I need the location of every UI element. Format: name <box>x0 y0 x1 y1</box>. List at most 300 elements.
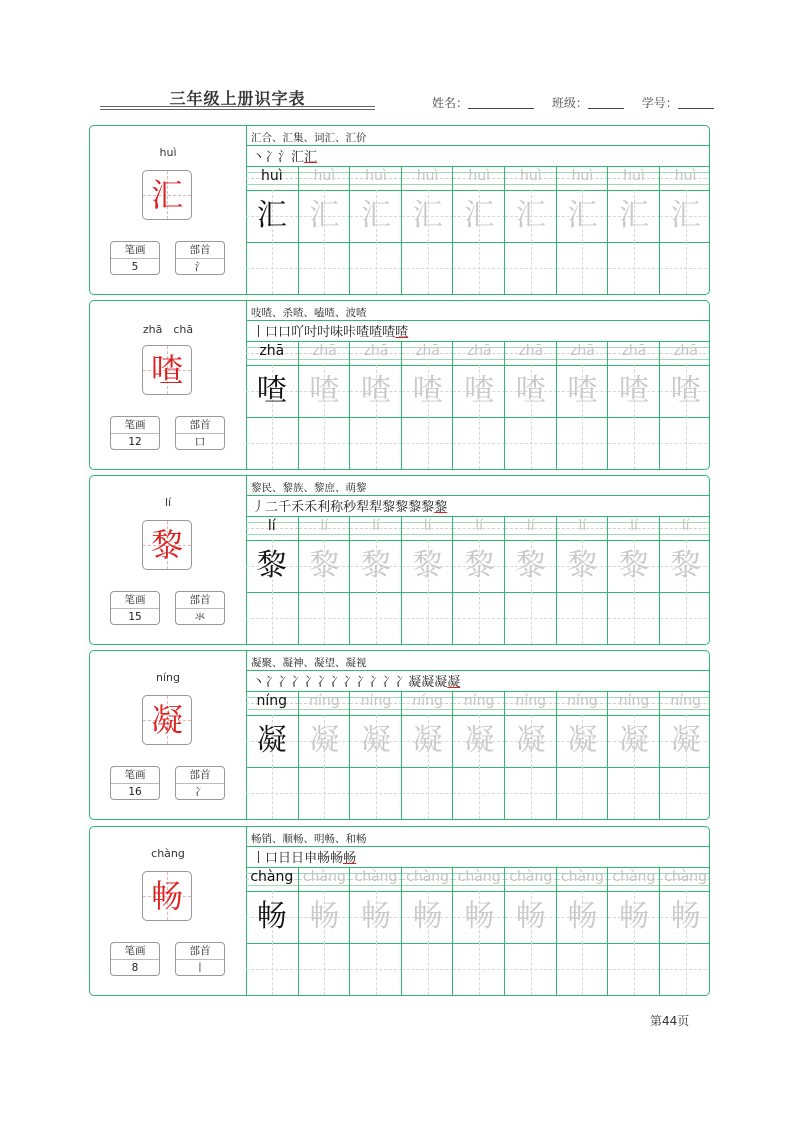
stroke-step: 冫 <box>343 675 357 690</box>
grid-pinyin: chàng <box>560 869 604 885</box>
character: 凝 <box>150 701 183 739</box>
practice-column <box>607 691 660 819</box>
pinyin-cell[interactable] <box>299 516 351 540</box>
writing-cell[interactable] <box>402 767 454 819</box>
stroke-step: 秒 <box>343 500 357 515</box>
character-info-panel <box>90 126 247 294</box>
grid-pinyin: lí <box>475 518 484 534</box>
pinyin-cell[interactable] <box>402 341 454 365</box>
tracing-cell[interactable] <box>660 540 710 593</box>
writing-cell[interactable] <box>660 417 710 469</box>
pinyin-cell[interactable] <box>246 867 298 891</box>
grid-character: 畅 <box>567 899 598 934</box>
title-underline-2 <box>100 109 375 110</box>
tracing-cell[interactable] <box>505 190 557 243</box>
tracing-cell[interactable] <box>660 891 710 944</box>
character-card <box>89 125 710 295</box>
grid-character: 黎 <box>670 548 701 583</box>
grid-pinyin: chàng <box>612 869 656 885</box>
grid-pinyin: zhā <box>311 343 337 359</box>
stroke-step: 口 <box>278 325 292 340</box>
writing-cell[interactable] <box>608 943 660 995</box>
grid-character: 畅 <box>256 899 287 934</box>
tracing-cell[interactable] <box>505 715 557 768</box>
grid-character: 畅 <box>309 899 340 934</box>
grid-pinyin: zhā <box>673 343 698 359</box>
practice-column <box>401 691 454 819</box>
pinyin-cell[interactable] <box>505 341 557 365</box>
grid-pinyin: níng <box>309 693 340 709</box>
grid-character: 凝 <box>256 723 287 758</box>
stroke-step: 冫 <box>291 675 305 690</box>
stroke-step: 汇 <box>304 150 318 165</box>
character-box <box>142 520 192 570</box>
pinyin-cell[interactable] <box>350 516 402 540</box>
grid-pinyin: chàng <box>406 869 450 885</box>
stroke-count-label: 笔画 <box>111 417 159 434</box>
tracing-cell[interactable] <box>350 365 402 418</box>
practice-column <box>246 166 298 294</box>
grid-pinyin: zhā <box>259 343 285 359</box>
character-pinyin: lí <box>164 496 172 509</box>
writing-cell[interactable] <box>505 242 557 294</box>
writing-cell[interactable] <box>608 592 660 644</box>
pinyin-cell[interactable] <box>505 691 557 715</box>
grid-pinyin: níng <box>360 693 392 709</box>
stroke-step: 吖 <box>291 325 305 340</box>
radical-label: 部首 <box>176 767 224 784</box>
tracing-cell[interactable] <box>299 715 351 768</box>
stroke-order <box>252 146 317 165</box>
tracing-cell[interactable] <box>505 891 557 944</box>
practice-column <box>246 341 298 469</box>
character-box <box>142 170 192 220</box>
character: 喳 <box>150 351 183 389</box>
radical-box <box>175 416 225 450</box>
grid-character: 喳 <box>670 373 701 408</box>
pinyin-cell[interactable] <box>660 341 710 365</box>
tracing-cell[interactable] <box>453 715 505 768</box>
stroke-count-label: 笔画 <box>111 242 159 259</box>
practice-grid <box>246 691 709 819</box>
stroke-step: 冫 <box>304 675 318 690</box>
tracing-cell[interactable] <box>299 190 351 243</box>
grid-pinyin: níng <box>567 693 598 709</box>
student-info <box>432 94 714 111</box>
stroke-step: 黎 <box>421 500 435 515</box>
pinyin-cell[interactable] <box>660 867 710 891</box>
character-info-panel <box>90 827 247 995</box>
practice-column <box>607 166 660 294</box>
grid-pinyin: huì <box>365 168 387 184</box>
writing-cell[interactable] <box>299 943 351 995</box>
pinyin-cell[interactable] <box>453 516 505 540</box>
grid-pinyin: lí <box>578 518 587 534</box>
writing-cell[interactable] <box>402 417 454 469</box>
pinyin-cell[interactable] <box>299 341 351 365</box>
stroke-step: 禾 <box>304 500 318 515</box>
word-list: 凝聚、凝神、凝望、凝视 <box>251 657 367 669</box>
writing-cell[interactable] <box>453 767 505 819</box>
grid-character: 黎 <box>309 548 340 583</box>
writing-cell[interactable] <box>505 417 557 469</box>
tracing-cell[interactable] <box>402 540 454 593</box>
writing-cell[interactable] <box>299 417 351 469</box>
writing-cell[interactable] <box>453 417 505 469</box>
writing-cell[interactable] <box>246 943 298 995</box>
pinyin-cell[interactable] <box>660 691 710 715</box>
pinyin-cell[interactable] <box>402 516 454 540</box>
stroke-step: 凝 <box>447 675 461 690</box>
tracing-cell[interactable] <box>453 190 505 243</box>
character-info-panel <box>90 651 247 819</box>
stroke-step: 畅 <box>330 851 344 866</box>
tracing-cell[interactable] <box>557 190 609 243</box>
writing-cell[interactable] <box>660 767 710 819</box>
pinyin-cell[interactable] <box>608 516 660 540</box>
practice-column <box>607 516 660 644</box>
grid-character: 凝 <box>360 723 391 758</box>
practice-column <box>246 867 298 995</box>
stroke-step: 口 <box>265 325 279 340</box>
tracing-cell[interactable] <box>246 891 298 944</box>
pinyin-cell[interactable] <box>608 691 660 715</box>
tracing-cell[interactable] <box>608 891 660 944</box>
stroke-step: 丶 <box>252 675 266 690</box>
stroke-step: 黎 <box>408 500 422 515</box>
grid-pinyin: lí <box>320 518 329 534</box>
pinyin-cell[interactable] <box>660 516 710 540</box>
radical-box <box>175 591 225 625</box>
practice-column <box>556 867 609 995</box>
stroke-step: 口 <box>265 851 279 866</box>
grid-pinyin: níng <box>412 693 443 709</box>
grid-character: 汇 <box>309 198 340 233</box>
writing-cell[interactable] <box>453 943 505 995</box>
pinyin-cell[interactable] <box>453 867 505 891</box>
grid-pinyin: lí <box>423 518 432 534</box>
pinyin-cell[interactable] <box>350 867 402 891</box>
grid-character: 黎 <box>515 548 546 583</box>
writing-cell[interactable] <box>660 242 710 294</box>
practice-column <box>504 341 557 469</box>
tracing-cell[interactable] <box>299 365 351 418</box>
grid-character: 汇 <box>360 198 391 233</box>
tracing-cell[interactable] <box>350 190 402 243</box>
stroke-step: 冫 <box>356 675 370 690</box>
stroke-step: 喳 <box>356 325 370 340</box>
stroke-step: 味 <box>330 325 344 340</box>
grid-character: 畅 <box>412 899 443 934</box>
character-info-panel <box>90 476 247 644</box>
tracing-cell[interactable] <box>402 190 454 243</box>
practice-column <box>556 341 609 469</box>
character: 畅 <box>150 877 183 915</box>
pinyin-cell[interactable] <box>246 516 298 540</box>
tracing-cell[interactable] <box>246 190 298 243</box>
class-field[interactable] <box>588 96 624 109</box>
grid-pinyin: zhā <box>415 343 440 359</box>
tracing-cell[interactable] <box>453 540 505 593</box>
tracing-cell[interactable] <box>402 715 454 768</box>
stroke-step: 吋 <box>317 325 331 340</box>
practice-column <box>401 867 454 995</box>
stroke-step: 丨 <box>252 851 266 866</box>
practice-grid <box>246 516 709 644</box>
stroke-count: 5 <box>131 261 139 273</box>
stroke-count-label: 笔画 <box>111 767 159 784</box>
pinyin-cell[interactable] <box>402 867 454 891</box>
grid-character: 黎 <box>360 548 391 583</box>
tracing-cell[interactable] <box>350 891 402 944</box>
stroke-count: 16 <box>128 786 142 798</box>
writing-cell[interactable] <box>608 767 660 819</box>
writing-cell[interactable] <box>299 592 351 644</box>
writing-cell[interactable] <box>246 242 298 294</box>
tracing-cell[interactable] <box>608 365 660 418</box>
pinyin-cell[interactable] <box>402 691 454 715</box>
stroke-count-box <box>110 416 160 450</box>
character-card <box>89 300 710 470</box>
pinyin-cell[interactable] <box>246 691 298 715</box>
pinyin-cell[interactable] <box>557 867 609 891</box>
tracing-cell[interactable] <box>350 715 402 768</box>
tracing-cell[interactable] <box>608 715 660 768</box>
writing-cell[interactable] <box>350 417 402 469</box>
grid-character: 喳 <box>515 373 546 408</box>
writing-cell[interactable] <box>350 767 402 819</box>
pinyin-cell[interactable] <box>557 341 609 365</box>
stroke-step: 凝 <box>434 675 448 690</box>
tracing-cell[interactable] <box>608 190 660 243</box>
pinyin-cell[interactable] <box>505 867 557 891</box>
stroke-step: 犁 <box>369 500 383 515</box>
writing-cell[interactable] <box>402 242 454 294</box>
tracing-cell[interactable] <box>557 540 609 593</box>
tracing-cell[interactable] <box>608 540 660 593</box>
practice-grid <box>246 341 709 469</box>
pinyin-cell[interactable] <box>246 166 298 190</box>
pinyin-cell[interactable] <box>557 166 609 190</box>
practice-column <box>349 166 402 294</box>
tracing-cell[interactable] <box>557 365 609 418</box>
tracing-cell[interactable] <box>246 715 298 768</box>
pinyin-cell[interactable] <box>299 691 351 715</box>
pinyin-cell[interactable] <box>350 691 402 715</box>
writing-cell[interactable] <box>557 242 609 294</box>
stroke-step: 二 <box>265 500 279 515</box>
stroke-step: 黎 <box>382 500 396 515</box>
character: 汇 <box>150 176 183 214</box>
grid-character: 畅 <box>464 899 495 934</box>
pinyin-cell[interactable] <box>660 166 710 190</box>
grid-pinyin: huì <box>674 168 697 184</box>
practice-grid <box>246 166 709 294</box>
stroke-count-box <box>110 591 160 625</box>
writing-cell[interactable] <box>557 417 609 469</box>
writing-cell[interactable] <box>453 242 505 294</box>
writing-cell[interactable] <box>299 767 351 819</box>
practice-panel <box>246 126 709 294</box>
pinyin-cell[interactable] <box>608 341 660 365</box>
grid-character: 汇 <box>670 198 701 233</box>
practice-column <box>452 341 505 469</box>
writing-cell[interactable] <box>350 943 402 995</box>
stroke-step: 丶 <box>252 150 266 165</box>
practice-column <box>659 166 710 294</box>
grid-pinyin: huì <box>468 168 490 184</box>
tracing-cell[interactable] <box>402 365 454 418</box>
pinyin-cell[interactable] <box>557 691 609 715</box>
character-box <box>142 695 192 745</box>
tracing-cell[interactable] <box>299 540 351 593</box>
tracing-cell[interactable] <box>453 891 505 944</box>
character-pinyin: huì <box>159 146 177 159</box>
stroke-step: 喳 <box>369 325 383 340</box>
pinyin-cell[interactable] <box>402 166 454 190</box>
practice-panel <box>246 651 709 819</box>
character-pinyin: níng <box>156 671 180 684</box>
name-field[interactable] <box>468 96 534 109</box>
pinyin-cell[interactable] <box>453 166 505 190</box>
practice-column <box>556 691 609 819</box>
class-label: 班级： <box>551 96 588 110</box>
stroke-count: 12 <box>128 436 142 448</box>
grid-character: 畅 <box>670 899 701 934</box>
radical-label: 部首 <box>176 943 224 960</box>
pinyin-cell[interactable] <box>350 341 402 365</box>
practice-column <box>504 867 557 995</box>
grid-character: 喳 <box>412 373 443 408</box>
stroke-step: 冫 <box>330 675 344 690</box>
tracing-cell[interactable] <box>660 190 710 243</box>
grid-character: 汇 <box>515 198 546 233</box>
tracing-cell[interactable] <box>453 365 505 418</box>
writing-cell[interactable] <box>608 242 660 294</box>
pinyin-cell[interactable] <box>453 341 505 365</box>
practice-column <box>298 691 351 819</box>
grid-character: 汇 <box>256 198 287 233</box>
page-number: 第44页 <box>650 1014 690 1028</box>
stroke-step: 喳 <box>395 325 409 340</box>
tracing-cell[interactable] <box>350 540 402 593</box>
writing-cell[interactable] <box>608 417 660 469</box>
writing-cell[interactable] <box>350 592 402 644</box>
pinyin-cell[interactable] <box>246 341 298 365</box>
tracing-cell[interactable] <box>402 891 454 944</box>
grid-pinyin: chàng <box>354 869 398 885</box>
writing-cell[interactable] <box>557 592 609 644</box>
pinyin-cell[interactable] <box>350 166 402 190</box>
writing-cell[interactable] <box>402 943 454 995</box>
writing-cell[interactable] <box>505 943 557 995</box>
writing-cell[interactable] <box>350 242 402 294</box>
grid-character: 喳 <box>360 373 391 408</box>
pinyin-cell[interactable] <box>453 691 505 715</box>
writing-cell[interactable] <box>660 592 710 644</box>
writing-cell[interactable] <box>299 242 351 294</box>
tracing-cell[interactable] <box>660 715 710 768</box>
radical-box <box>175 942 225 976</box>
stroke-step: 申 <box>304 851 318 866</box>
grid-pinyin: chàng <box>302 869 346 885</box>
pinyin-cell[interactable] <box>505 516 557 540</box>
tracing-cell[interactable] <box>246 540 298 593</box>
grid-character: 黎 <box>256 548 287 583</box>
word-list: 汇合、汇集、词汇、汇价 <box>251 132 367 144</box>
writing-cell[interactable] <box>402 592 454 644</box>
tracing-cell[interactable] <box>557 715 609 768</box>
writing-cell[interactable] <box>246 767 298 819</box>
stroke-step: 畅 <box>317 851 331 866</box>
tracing-cell[interactable] <box>246 365 298 418</box>
radical-label: 部首 <box>176 242 224 259</box>
writing-cell[interactable] <box>557 943 609 995</box>
id-field[interactable] <box>678 96 714 109</box>
practice-column <box>504 691 557 819</box>
writing-cell[interactable] <box>453 592 505 644</box>
grid-character: 喳 <box>618 373 649 408</box>
character-box <box>142 871 192 921</box>
writing-cell[interactable] <box>246 592 298 644</box>
writing-cell[interactable] <box>246 417 298 469</box>
radical-box <box>175 241 225 275</box>
pinyin-cell[interactable] <box>299 166 351 190</box>
practice-column <box>349 516 402 644</box>
practice-column <box>504 166 557 294</box>
writing-cell[interactable] <box>660 943 710 995</box>
stroke-step: 丿 <box>252 500 266 515</box>
grid-character: 黎 <box>618 548 649 583</box>
grid-pinyin: chàng <box>509 869 553 885</box>
practice-column <box>556 166 609 294</box>
writing-cell[interactable] <box>557 767 609 819</box>
stroke-count: 8 <box>131 962 139 974</box>
grid-pinyin: níng <box>618 693 650 709</box>
practice-column <box>607 341 660 469</box>
practice-grid <box>246 867 709 995</box>
practice-column <box>298 341 351 469</box>
radical-label: 部首 <box>176 417 224 434</box>
grid-pinyin: chàng <box>664 869 708 885</box>
tracing-cell[interactable] <box>299 891 351 944</box>
grid-character: 畅 <box>515 899 546 934</box>
pinyin-cell[interactable] <box>557 516 609 540</box>
pinyin-cell[interactable] <box>299 867 351 891</box>
practice-column <box>298 166 351 294</box>
tracing-cell[interactable] <box>557 891 609 944</box>
writing-cell[interactable] <box>505 592 557 644</box>
tracing-cell[interactable] <box>505 540 557 593</box>
writing-cell[interactable] <box>505 767 557 819</box>
grid-character: 黎 <box>464 548 495 583</box>
stroke-step: 冫 <box>278 675 292 690</box>
pinyin-cell[interactable] <box>608 166 660 190</box>
grid-character: 畅 <box>360 899 391 934</box>
stroke-step: 畅 <box>343 851 357 866</box>
grid-character: 喳 <box>464 373 495 408</box>
tracing-cell[interactable] <box>505 365 557 418</box>
stroke-step: 千 <box>278 500 292 515</box>
practice-panel <box>246 476 709 644</box>
grid-pinyin: lí <box>372 518 380 534</box>
tracing-cell[interactable] <box>660 365 710 418</box>
pinyin-cell[interactable] <box>608 867 660 891</box>
radical: 口 <box>194 436 206 448</box>
stroke-step: 冫 <box>382 675 396 690</box>
pinyin-cell[interactable] <box>505 166 557 190</box>
practice-column <box>298 516 351 644</box>
